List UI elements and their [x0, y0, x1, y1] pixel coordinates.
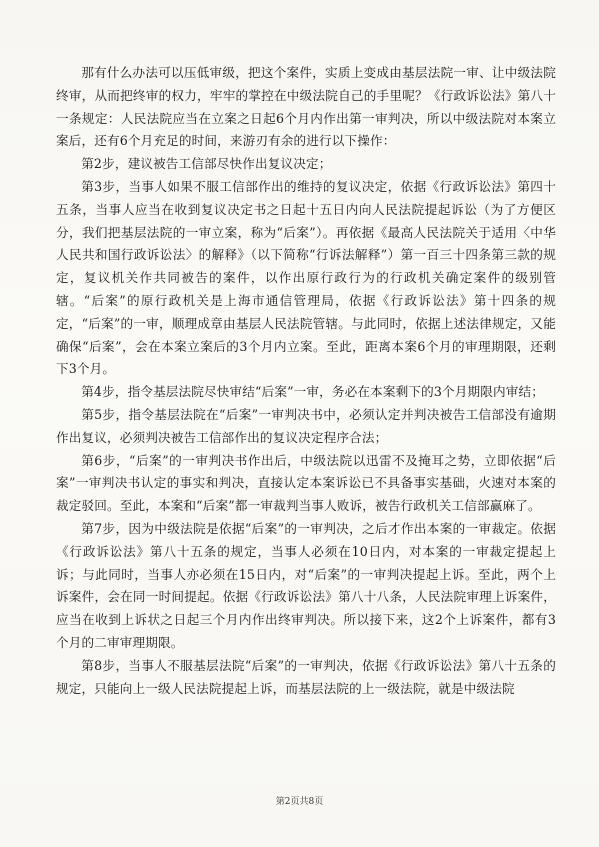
paragraph: 第2步，建议被告工信部尽快作出复议决定；	[81, 156, 332, 172]
document-body	[56, 62, 556, 700]
page-number-footer: 第2页共8页	[275, 797, 324, 807]
paragraph: 第4步，指令基层法院尽快审结“后案”一审，务必在本案剩下的3个月期限内审结；	[81, 384, 544, 400]
paragraph: 第7步，因为中级法院是依据“后案”的一审判决，之后才作出本案的一审裁定。依据《行政诉讼法》第八十五条的规定，当事人必须在10日内，对本案的一审裁定提起上诉；与此同时，当事人亦必须在15日内，对“后案”的一审判决提起上诉。至此，两个上诉案件，会在同一时间提起。依据《行政诉讼法》第八十八条，人民法院审理上诉案件，应当在收到上诉状之日起三个月内作出终审判决。所以接下来，这2个上诉案件，都有3个月的二审审理期限。	[56, 520, 556, 650]
paragraph: 第5步，指令基层法院在“后案”一审判决书中，必须认定并判决被告工信部没有逾期作出复议，必须判决被告工信部作出的复议决定程序合法；	[56, 406, 556, 445]
paragraph: 第8步，当事人不服基层法院“后案”的一审判决，依据《行政诉讼法》第八十五条的规定，只能向上一级人民法院提起上诉，而基层法院的上一级法院，就是中级法院	[56, 657, 556, 696]
paragraph: 第6步，“后案”的一审判决书作出后，中级法院以迅雷不及掩耳之势，立即依据“后案”一审判决书认定的事实和判决，直接认定本案诉讼已不具备事实基础，火速对本案的裁定驳回。至此，本案和“后案”都一审裁判当事人败诉，被告行政机关工信部赢麻了。	[56, 452, 556, 514]
paragraph: 第3步，当事人如果不服工信部作出的维持的复议决定，依据《行政诉讼法》第四十五条，当事人应当在收到复议决定书之日起十五日内向人民法院提起诉讼（为了方便区分，我们把基层法院的一审立案，称为“后案”）。再依据《最高人民法院关于适用〈中华人民共和国行政诉讼法〉的解释》（以下简称“行诉法解释”）第一百三十四条第三款的规定，复议机关作共同被告的案件，以作出原行政行为的行政机关确定案件的级别管辖。“后案”的原行政机关是上海市通信管理局，依据《行政诉讼法》第十四条的规定，“后案”的一审，顺理成章由基层人民法院管辖。与此同时，依据上述法律规定，又能确保“后案”，会在本案立案后的3个月内立案。至此，距离本案6个月的审理期限，还剩下3个月。	[56, 178, 556, 377]
paragraph: 那有什么办法可以压低审级，把这个案件，实质上变成由基层法院一审、让中级法院终审，从而把终审的权力，牢牢的掌控在中级法院自己的手里呢？《行政诉讼法》第八十一条规定：人民法院应当在立案之日起6个月内作出第一审判决，所以中级法院对本案立案后，还有6个月充足的时间，来游刃有余的进行以下操作：	[56, 65, 556, 149]
